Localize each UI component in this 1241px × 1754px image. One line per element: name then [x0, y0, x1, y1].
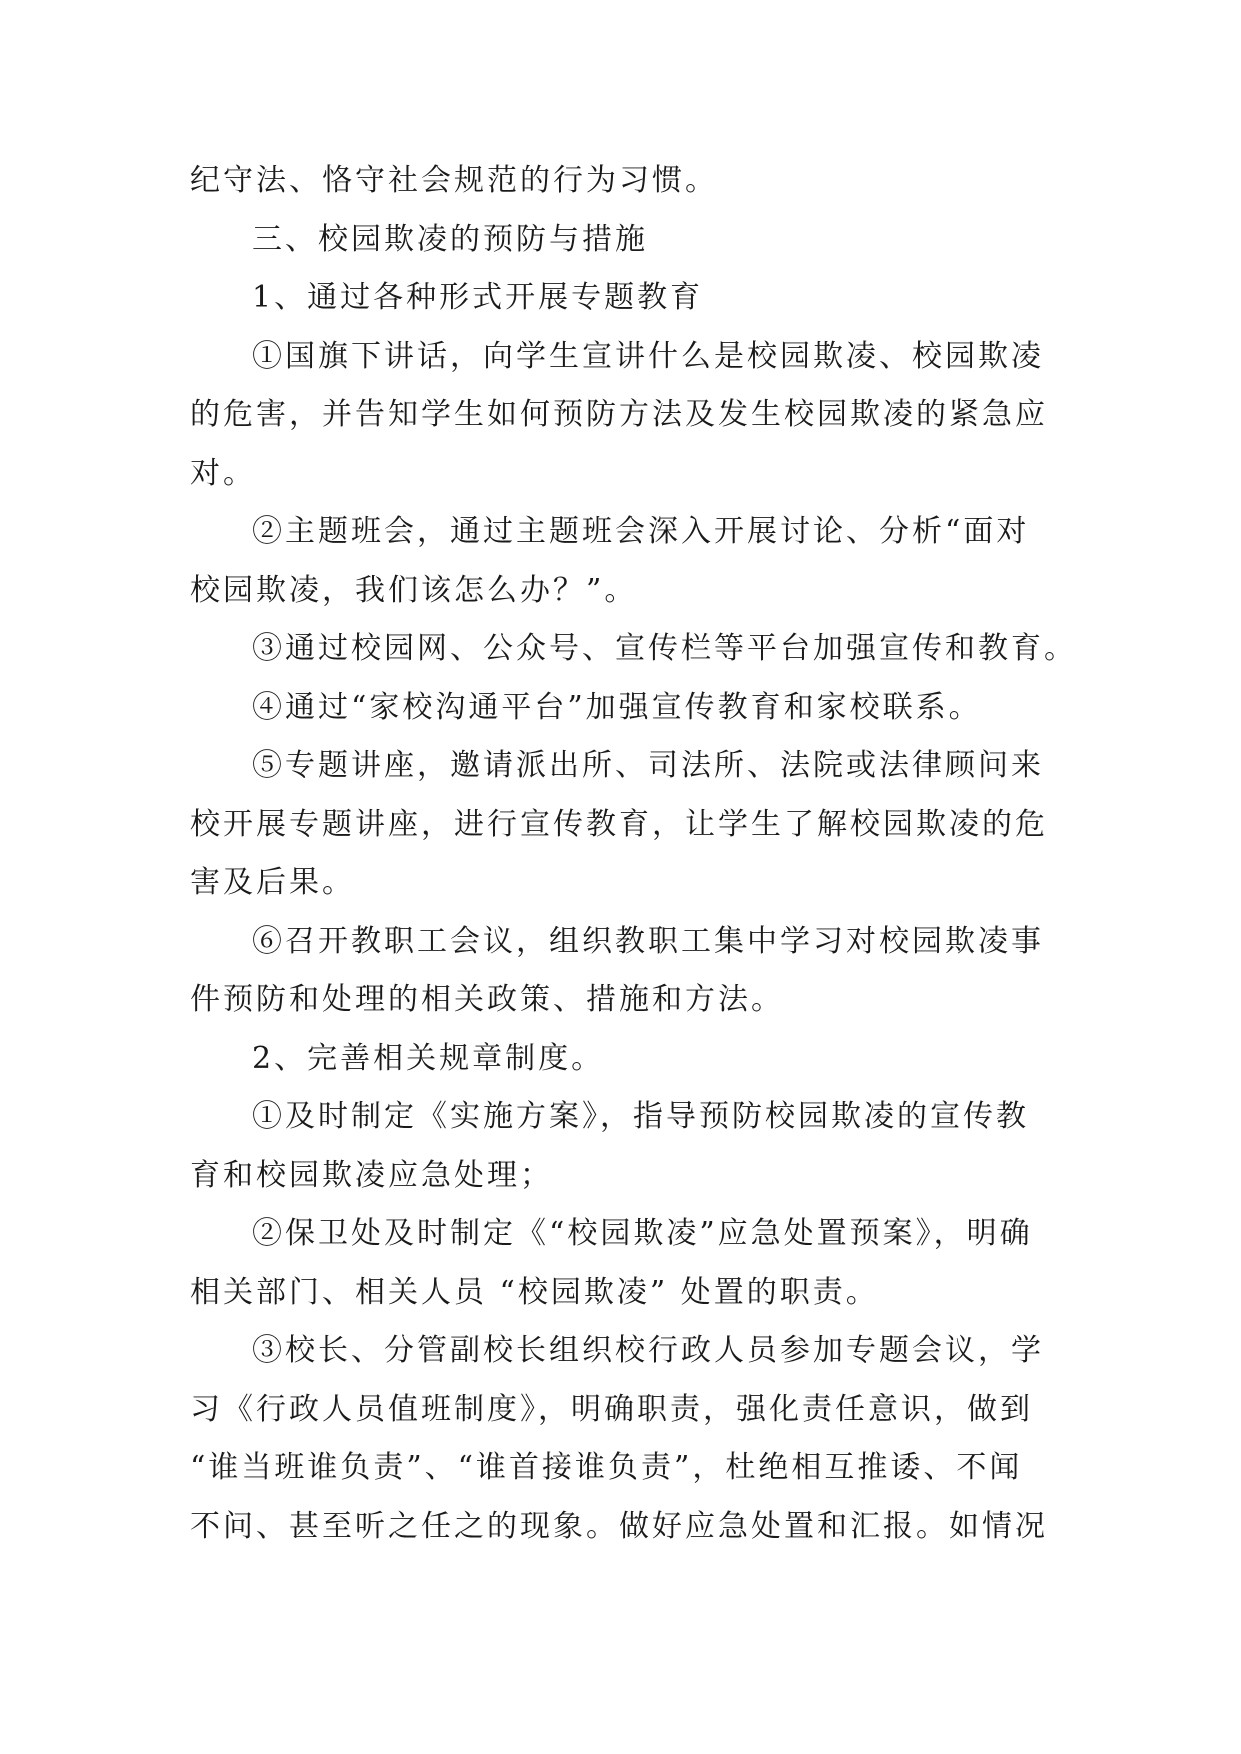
text-line: “谁当班谁负责”、“谁首接谁负责”，杜绝相互推诿、不闻	[190, 1450, 1023, 1485]
text-line: ①国旗下讲话，向学生宣讲什么是校园欺凌、校园欺凌	[252, 338, 1044, 374]
text-line: ③校长、分管副校长组织校行政人员参加专题会议，学	[252, 1333, 1044, 1368]
text-line: 校开展专题讲座，进行宣传教育，让学生了解校园欺凌的危	[190, 806, 1048, 842]
text-line: 对。	[190, 455, 256, 491]
text-line: ②保卫处及时制定《“校园欺凌”应急处置预案》，明确	[252, 1216, 1033, 1251]
section-heading: 三、校园欺凌的预防与措施	[252, 221, 648, 257]
text-line: ①及时制定《实施方案》，指导预防校园欺凌的宣传教	[252, 1099, 1029, 1134]
text-line: 习《行政人员值班制度》，明确职责，强化责任意识，做到	[190, 1391, 1033, 1427]
text-line: ⑥召开教职工会议，组织教职工集中学习对校园欺凌事	[252, 923, 1044, 959]
text-line: 校园欺凌，我们该怎么办？”。	[190, 572, 638, 608]
text-line: 育和校园欺凌应急处理；	[190, 1157, 553, 1193]
subsection-heading: 2、完善相关规章制度。	[252, 1040, 605, 1076]
text-line: 相关部门、相关人员 “校园欺凌” 处置的职责。	[190, 1274, 879, 1310]
text-line: 不问、甚至听之任之的现象。做好应急处置和汇报。如情况	[190, 1508, 1048, 1544]
text-line: ②主题班会，通过主题班会深入开展讨论、分析“面对	[252, 514, 1030, 549]
text-line: 件预防和处理的相关政策、措施和方法。	[190, 982, 784, 1017]
text-line: ④通过“家校沟通平台”加强宣传教育和家校联系。	[252, 689, 982, 725]
text-line: 的危害，并告知学生如何预防方法及发生校园欺凌的紧急应	[190, 397, 1048, 432]
text-line: 害及后果。	[190, 865, 355, 900]
text-line: 纪守法、恪守社会规范的行为习惯。	[190, 163, 718, 198]
subsection-heading: 1、通过各种形式开展专题教育	[252, 280, 704, 315]
text-line: ⑤专题讲座，邀请派出所、司法所、法院或法律顾问来	[252, 748, 1044, 783]
text-line: ③通过校园网、公众号、宣传栏等平台加强宣传和教育。	[252, 631, 1077, 666]
body-text	[190, 152, 1077, 1556]
